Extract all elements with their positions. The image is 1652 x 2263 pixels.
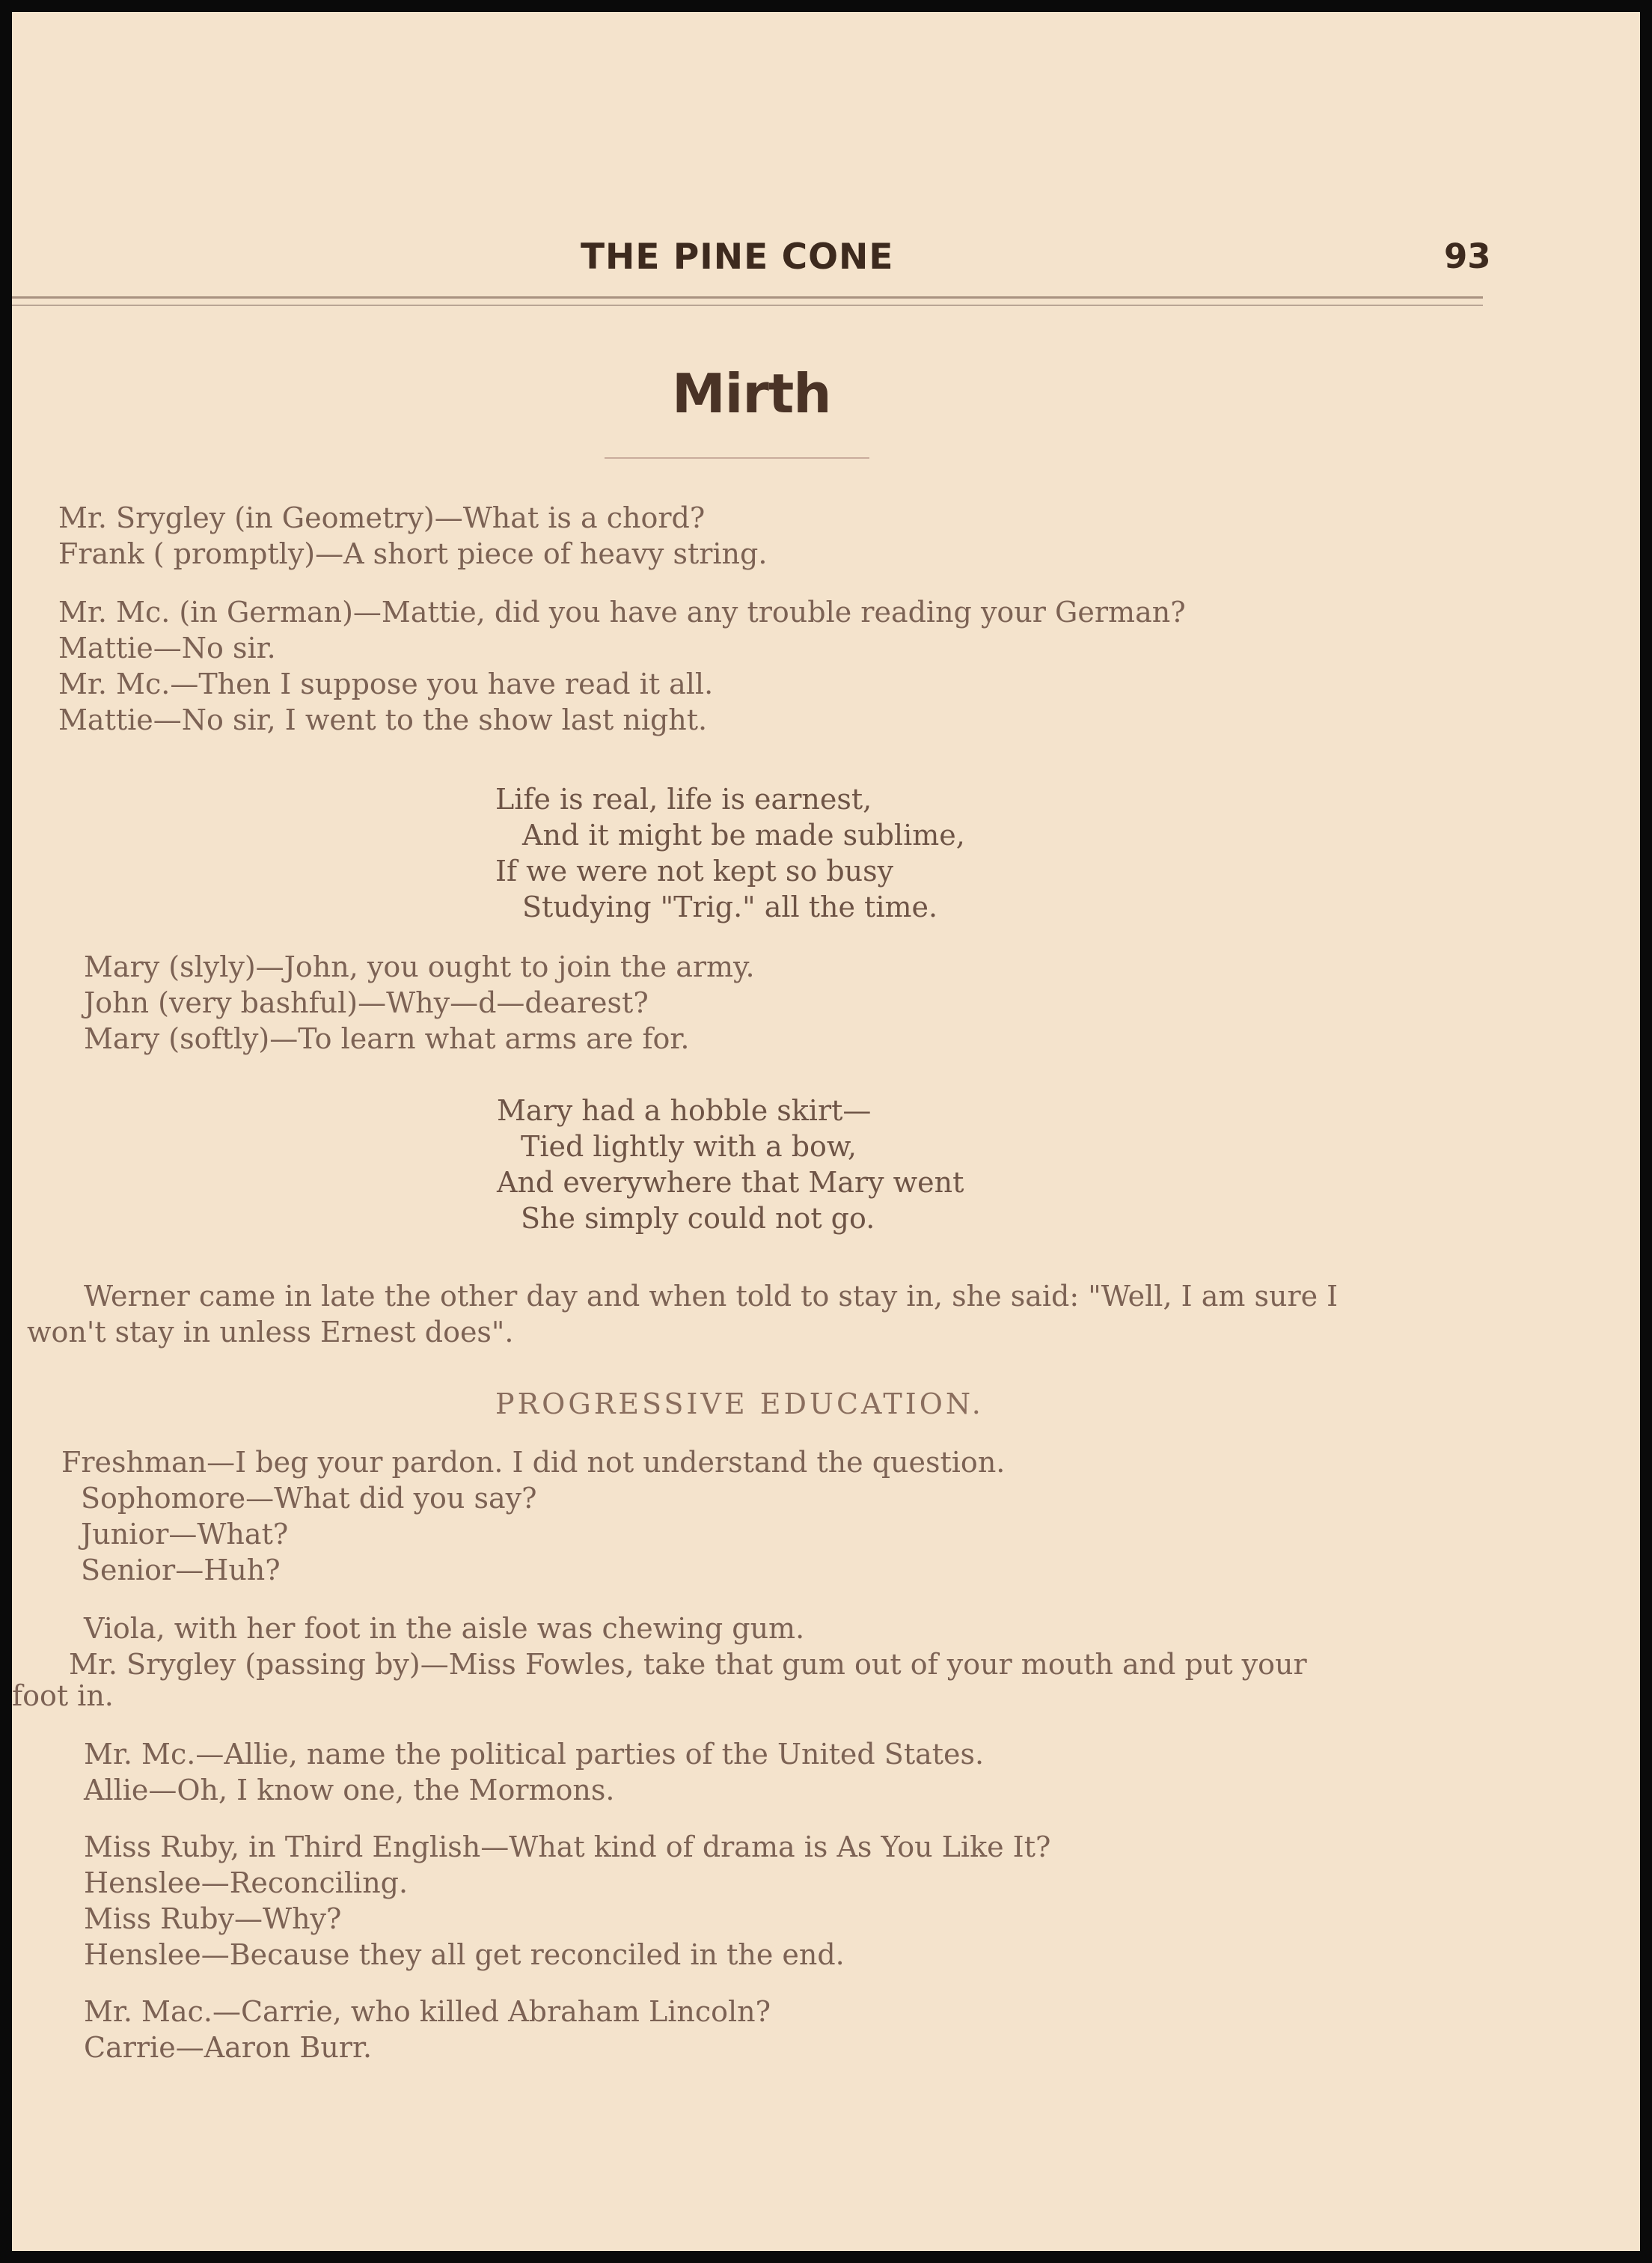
page-number: 93 [1444,236,1491,276]
joke-line: Henslee—Because they all get reconciled in the end. [84,1938,845,1971]
joke-line: Mr. Srygley (passing by)—Miss Fowles, take that gum out of your mouth and put your [69,1648,1307,1681]
title-divider [605,457,869,459]
joke-line: Mr. Mc.—Allie, name the political parties of the United States. [84,1738,985,1771]
joke-line: Frank ( promptly)—A short piece of heavy string. [58,537,768,570]
joke-line: Mattie—No sir, I went to the show last night. [58,703,708,736]
joke-line: Mary (slyly)—John, you ought to join the army. [84,950,755,983]
poem-line: And it might be made sublime, [522,819,965,852]
joke-line: foot in. [12,1679,114,1712]
page [12,12,1640,2251]
header-rule-thin [12,305,1483,306]
poem-line: And everywhere that Mary went [497,1166,964,1199]
joke-line: Henslee—Reconciling. [84,1866,409,1899]
section-title: Mirth [672,362,831,425]
joke-line: Werner came in late the other day and when told to stay in, she said: "Well, I am sure I [84,1280,1339,1313]
joke-line: Mr. Mc.—Then I suppose you have read it all. [58,668,714,700]
poem-line: She simply could not go. [521,1202,875,1235]
joke-line: Mr. Mac.—Carrie, who killed Abraham Lincoln? [84,1995,771,2028]
poem-line: If we were not kept so busy [495,855,894,888]
joke-line: Carrie—Aaron Burr. [84,2031,373,2064]
joke-line: John (very bashful)—Why—d—dearest? [84,986,649,1019]
progressive-heading: PROGRESSIVE EDUCATION. [495,1387,984,1420]
joke-line: Mary (softly)—To learn what arms are for. [84,1022,690,1055]
header-title: THE PINE CONE [581,236,894,278]
joke-line: won't stay in unless Ernest does". [27,1316,514,1349]
poem-line: Life is real, life is earnest, [495,783,872,816]
joke-line: Miss Ruby—Why? [84,1902,342,1935]
poem-line: Tied lightly with a bow, [521,1130,857,1163]
joke-line: Sophomore—What did you say? [81,1482,537,1515]
joke-line: Mattie—No sir. [58,632,276,665]
poem-line: Studying "Trig." all the time. [522,891,938,923]
joke-line: Freshman—I beg your pardon. I did not understand the question. [61,1446,1006,1479]
joke-line: Mr. Srygley (in Geometry)—What is a chord? [58,501,706,534]
joke-line: Junior—What? [81,1518,289,1551]
header-rule [12,296,1483,299]
joke-line: Miss Ruby, in Third English—What kind of drama is As You Like It? [84,1830,1051,1863]
poem-line: Mary had a hobble skirt— [497,1094,872,1127]
joke-line: Mr. Mc. (in German)—Mattie, did you have any trouble reading your German? [58,596,1186,629]
joke-line: Allie—Oh, I know one, the Mormons. [84,1774,615,1807]
joke-line: Senior—Huh? [81,1554,281,1586]
joke-line: Viola, with her foot in the aisle was chewing gum. [84,1612,805,1645]
